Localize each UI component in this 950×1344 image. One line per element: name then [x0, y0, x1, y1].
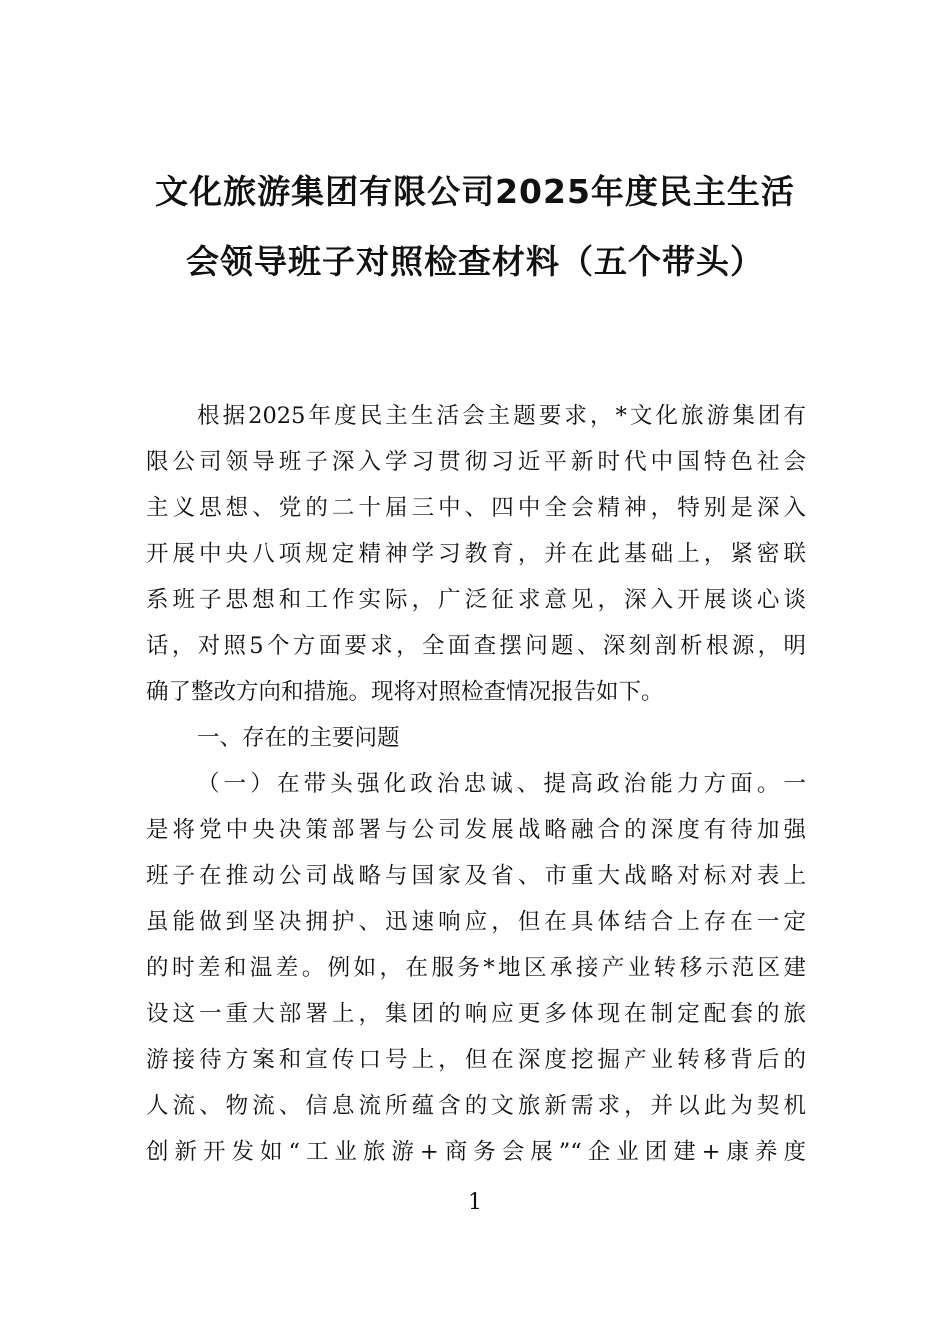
- intro-paragraph-line: 根据2025年度民主生活会主题要求，*文化旅游集团有: [197, 403, 806, 429]
- section-paragraph-line: 的时差和温差。例如，在服务*地区承接产业转移示范区建: [146, 955, 806, 981]
- page-number: 1: [468, 1190, 482, 1215]
- intro-paragraph-line: 主义思想、党的二十届三中、四中全会精神，特别是深入: [146, 495, 806, 521]
- document-title-line-1: 文化旅游集团有限公司2025年度民主生活: [155, 172, 795, 211]
- section-heading: 一、存在的主要问题: [197, 725, 400, 751]
- document-title-line-2: 会领导班子对照检查材料（五个带头）: [186, 242, 764, 281]
- intro-paragraph-line: 话，对照5个方面要求，全面查摆问题、深刻剖析根源，明: [146, 633, 806, 659]
- section-paragraph-line: （一）在带头强化政治忠诚、提高政治能力方面。一: [197, 771, 806, 797]
- intro-paragraph-line: 限公司领导班子深入学习贯彻习近平新时代中国特色社会: [146, 449, 806, 475]
- section-paragraph-line: 游接待方案和宣传口号上，但在深度挖掘产业转移背后的: [146, 1047, 806, 1073]
- intro-paragraph-line: 确了整改方向和措施。现将对照检查情况报告如下。: [146, 679, 664, 705]
- section-paragraph-line: 创新开发如“工业旅游+商务会展”“企业团建+康养度: [146, 1139, 806, 1165]
- section-paragraph-line: 设这一重大部署上，集团的响应更多体现在制定配套的旅: [146, 1001, 806, 1027]
- intro-paragraph-line: 系班子思想和工作实际，广泛征求意见，深入开展谈心谈: [146, 587, 806, 613]
- intro-paragraph-line: 开展中央八项规定精神学习教育，并在此基础上，紧密联: [146, 541, 806, 567]
- section-paragraph-line: 班子在推动公司战略与国家及省、市重大战略对标对表上: [146, 863, 806, 889]
- section-paragraph-line: 虽能做到坚决拥护、迅速响应，但在具体结合上存在一定: [146, 909, 806, 935]
- section-paragraph-line: 是将党中央决策部署与公司发展战略融合的深度有待加强: [146, 817, 806, 843]
- section-paragraph-line: 人流、物流、信息流所蕴含的文旅新需求，并以此为契机: [146, 1093, 806, 1119]
